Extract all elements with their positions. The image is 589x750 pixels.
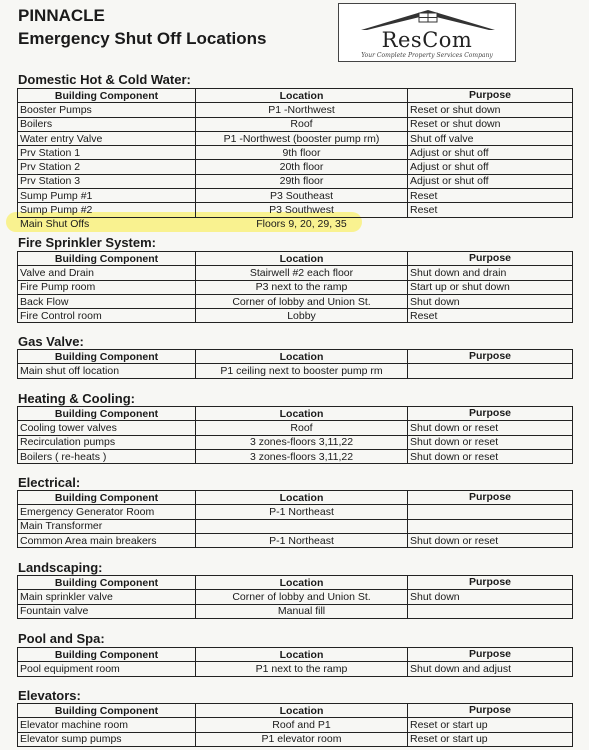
- cell-location: Corner of lobby and Union St.: [196, 294, 408, 308]
- cell-purpose: Reset or start up: [408, 732, 573, 746]
- table-row: [18, 590, 573, 604]
- cell-component: Back Flow: [18, 294, 196, 308]
- table-row: [18, 294, 573, 308]
- table-row: [18, 505, 573, 519]
- col-header-purpose: Purpose: [408, 491, 573, 505]
- table-row: [18, 662, 573, 676]
- section-title-sprinkler: Fire Sprinkler System:: [18, 235, 156, 250]
- cell-purpose: Shut down or reset: [408, 533, 573, 547]
- cell-component: Prv Station 3: [18, 174, 196, 188]
- table-row: [18, 203, 573, 217]
- cell-component: Main shut off location: [18, 364, 196, 378]
- section-title-gas: Gas Valve:: [18, 334, 84, 349]
- col-header-purpose: Purpose: [408, 407, 573, 421]
- table-row: [18, 146, 573, 160]
- cell-component: Pool equipment room: [18, 662, 196, 676]
- table-header-row: [18, 252, 573, 266]
- cell-component: Cooling tower valves: [18, 421, 196, 435]
- cell-purpose: Shut off valve: [408, 131, 573, 145]
- section-title-domestic: Domestic Hot & Cold Water:: [18, 72, 191, 87]
- page-title-line1: PINNACLE: [18, 6, 105, 25]
- cell-component: Main Transformer: [18, 519, 196, 533]
- table-row: [18, 174, 573, 188]
- table-header-row: [18, 350, 573, 364]
- cell-location: P-1 Northeast: [196, 533, 408, 547]
- table-header-row: [18, 491, 573, 505]
- table-row: [18, 280, 573, 294]
- col-header-component: Building Component: [18, 704, 196, 718]
- section-title-heating: Heating & Cooling:: [18, 391, 135, 406]
- cell-purpose: Reset: [408, 309, 573, 323]
- cell-purpose: Reset: [408, 189, 573, 203]
- table-row: [18, 103, 573, 117]
- cell-purpose: Start up or shut down: [408, 280, 573, 294]
- section-title-electrical: Electrical:: [18, 475, 81, 490]
- cell-purpose: Adjust or shut off: [408, 146, 573, 160]
- col-header-location: Location: [196, 252, 408, 266]
- table-electrical: [17, 490, 573, 548]
- cell-component: Sump Pump #1: [18, 189, 196, 203]
- cell-component: Fire Control room: [18, 309, 196, 323]
- table-header-row: [18, 89, 573, 103]
- cell-purpose: [408, 217, 573, 231]
- table-row: [18, 435, 573, 449]
- cell-purpose: Adjust or shut off: [408, 160, 573, 174]
- cell-purpose: Adjust or shut off: [408, 174, 573, 188]
- col-header-location: Location: [196, 491, 408, 505]
- cell-location: Lobby: [196, 309, 408, 323]
- table-row: [18, 131, 573, 145]
- table-row: [18, 732, 573, 746]
- cell-purpose: Reset: [408, 203, 573, 217]
- table-row: [18, 604, 573, 618]
- cell-location: P-1 Northeast: [196, 505, 408, 519]
- cell-purpose: [408, 364, 573, 378]
- cell-location: 9th floor: [196, 146, 408, 160]
- col-header-component: Building Component: [18, 407, 196, 421]
- section-title-elevators: Elevators:: [18, 688, 81, 703]
- cell-component: Elevator sump pumps: [18, 732, 196, 746]
- col-header-component: Building Component: [18, 491, 196, 505]
- logo-tagline: Your Complete Property Services Company: [361, 52, 493, 59]
- table-header-row: [18, 407, 573, 421]
- cell-location: 29th floor: [196, 174, 408, 188]
- col-header-component: Building Component: [18, 89, 196, 103]
- section-title-landscaping: Landscaping:: [18, 560, 103, 575]
- cell-location: 3 zones-floors 3,11,22: [196, 449, 408, 463]
- cell-location: Corner of lobby and Union St.: [196, 590, 408, 604]
- table-domestic: [17, 88, 573, 232]
- col-header-purpose: Purpose: [408, 704, 573, 718]
- cell-location: P3 next to the ramp: [196, 280, 408, 294]
- cell-component: Water entry Valve: [18, 131, 196, 145]
- table-heating: [17, 406, 573, 464]
- col-header-location: Location: [196, 350, 408, 364]
- cell-location: Manual fill: [196, 604, 408, 618]
- cell-component: Prv Station 2: [18, 160, 196, 174]
- cell-location: Stairwell #2 each floor: [196, 266, 408, 280]
- table-landscaping: [17, 575, 573, 619]
- cell-location: P1 elevator room: [196, 732, 408, 746]
- col-header-component: Building Component: [18, 648, 196, 662]
- cell-purpose: Shut down and adjust: [408, 662, 573, 676]
- cell-purpose: Shut down: [408, 590, 573, 604]
- cell-component: Boilers ( re-heats ): [18, 449, 196, 463]
- cell-purpose: [408, 519, 573, 533]
- cell-purpose: Shut down and drain: [408, 266, 573, 280]
- table-row: [18, 160, 573, 174]
- cell-purpose: Shut down or reset: [408, 449, 573, 463]
- cell-purpose: [408, 505, 573, 519]
- cell-component: Prv Station 1: [18, 146, 196, 160]
- col-header-purpose: Purpose: [408, 89, 573, 103]
- cell-location: P3 Southeast: [196, 189, 408, 203]
- cell-component: Fire Pump room: [18, 280, 196, 294]
- section-title-pool: Pool and Spa:: [18, 631, 105, 646]
- cell-location: Roof: [196, 421, 408, 435]
- cell-location: P3 Southwest: [196, 203, 408, 217]
- cell-purpose: Reset or shut down: [408, 117, 573, 131]
- cell-location: [196, 519, 408, 533]
- cell-component: Fountain valve: [18, 604, 196, 618]
- col-header-purpose: Purpose: [408, 576, 573, 590]
- table-row: [18, 309, 573, 323]
- cell-purpose: Shut down or reset: [408, 435, 573, 449]
- col-header-location: Location: [196, 648, 408, 662]
- col-header-purpose: Purpose: [408, 252, 573, 266]
- table-sprinkler: [17, 251, 573, 323]
- cell-purpose: Shut down: [408, 294, 573, 308]
- col-header-purpose: Purpose: [408, 648, 573, 662]
- cell-location: P1 -Northwest (booster pump rm): [196, 131, 408, 145]
- cell-component: Common Area main breakers: [18, 533, 196, 547]
- cell-purpose: [408, 604, 573, 618]
- col-header-location: Location: [196, 89, 408, 103]
- cell-location: 20th floor: [196, 160, 408, 174]
- company-logo: [338, 3, 516, 62]
- cell-location: Roof and P1: [196, 718, 408, 732]
- table-row-highlighted: [18, 217, 573, 231]
- page-title-line2: Emergency Shut Off Locations: [18, 29, 267, 48]
- cell-location: P1 -Northwest: [196, 103, 408, 117]
- cell-purpose: Reset or shut down: [408, 103, 573, 117]
- table-row: [18, 266, 573, 280]
- cell-location: 3 zones-floors 3,11,22: [196, 435, 408, 449]
- table-row: [18, 364, 573, 378]
- cell-component: Booster Pumps: [18, 103, 196, 117]
- cell-component: Boilers: [18, 117, 196, 131]
- table-row: [18, 718, 573, 732]
- cell-component: Emergency Generator Room: [18, 505, 196, 519]
- table-header-row: [18, 576, 573, 590]
- table-header-row: [18, 704, 573, 718]
- col-header-location: Location: [196, 407, 408, 421]
- cell-component: Main Shut Offs: [20, 218, 90, 231]
- col-header-purpose: Purpose: [408, 350, 573, 364]
- table-row: [18, 189, 573, 203]
- table-header-row: [18, 648, 573, 662]
- col-header-location: Location: [196, 576, 408, 590]
- cell-component: Valve and Drain: [18, 266, 196, 280]
- cell-purpose: Shut down or reset: [408, 421, 573, 435]
- cell-location: Floors 9, 20, 29, 35: [256, 218, 347, 231]
- cell-component: Recirculation pumps: [18, 435, 196, 449]
- col-header-component: Building Component: [18, 252, 196, 266]
- table-row: [18, 449, 573, 463]
- logo-name: ResCom: [381, 28, 473, 52]
- table-row: [18, 117, 573, 131]
- col-header-component: Building Component: [18, 576, 196, 590]
- col-header-location: Location: [196, 704, 408, 718]
- table-elevators: [17, 703, 573, 747]
- cell-location: P1 next to the ramp: [196, 662, 408, 676]
- cell-component: Main sprinkler valve: [18, 590, 196, 604]
- cell-component: Elevator machine room: [18, 718, 196, 732]
- table-row: [18, 519, 573, 533]
- cell-location: Roof: [196, 117, 408, 131]
- table-row: [18, 533, 573, 547]
- cell-component: Sump Pump #2: [18, 203, 196, 217]
- col-header-component: Building Component: [18, 350, 196, 364]
- table-gas: [17, 349, 573, 379]
- cell-location: P1 ceiling next to booster pump rm: [196, 364, 408, 378]
- cell-purpose: Reset or start up: [408, 718, 573, 732]
- table-row: [18, 421, 573, 435]
- table-pool: [17, 647, 573, 677]
